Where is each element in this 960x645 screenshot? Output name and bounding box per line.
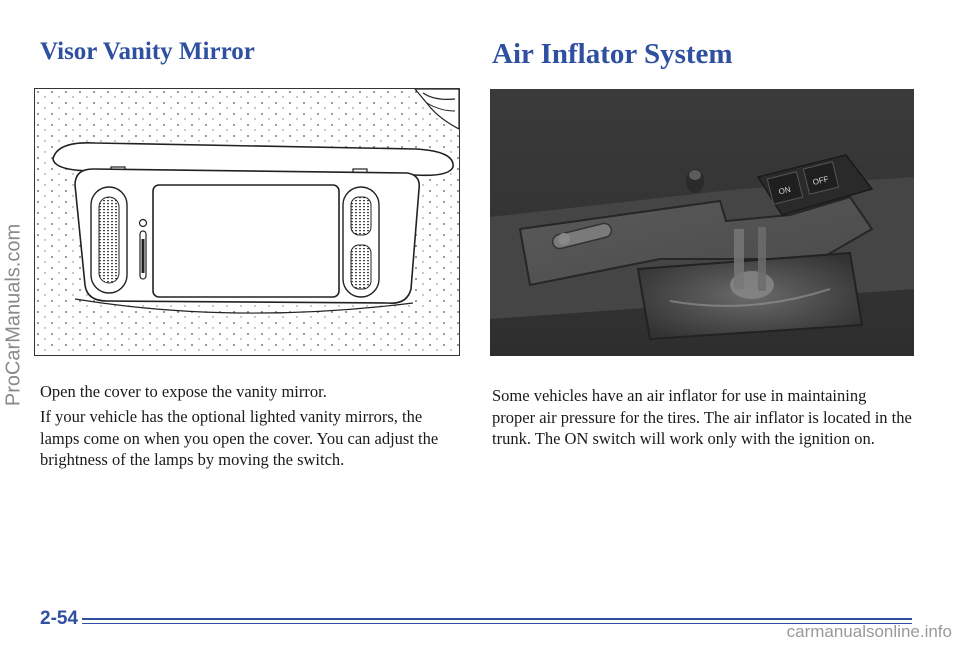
visor-paragraph-2: If your vehicle has the optional lighted vanity mirrors, the lamps come on when you open the cover. You can adjust the brightness of the lamps by moving the switch. [40,407,439,469]
section-title-visor-vanity-mirror: Visor Vanity Mirror [40,38,255,65]
side-watermark-text: ProCarManuals.com [2,223,25,407]
section-title-air-inflator-system: Air Inflator System [492,38,733,70]
visor-mirror-illustration [34,88,460,356]
bottom-watermark: carmanualsonline.info [786,622,952,641]
air-inflator-photo [490,89,914,356]
air-inflator-paragraph: Some vehicles have an air inflator for use in maintaining proper air pressure for the tires. The air inflator is located in the trunk. The ON switch will work only with the ignition on. [492,386,912,448]
side-watermark [0,0,28,645]
visor-mirror-drawing [35,89,459,355]
footer-rule [82,618,912,620]
on-switch-label: ON [777,184,792,197]
visor-paragraph-1: Open the cover to expose the vanity mirror. [40,382,327,401]
off-switch-label: OFF [811,174,830,187]
page-number: 2-54 [40,608,79,629]
air-inflator-drawing [490,89,914,356]
